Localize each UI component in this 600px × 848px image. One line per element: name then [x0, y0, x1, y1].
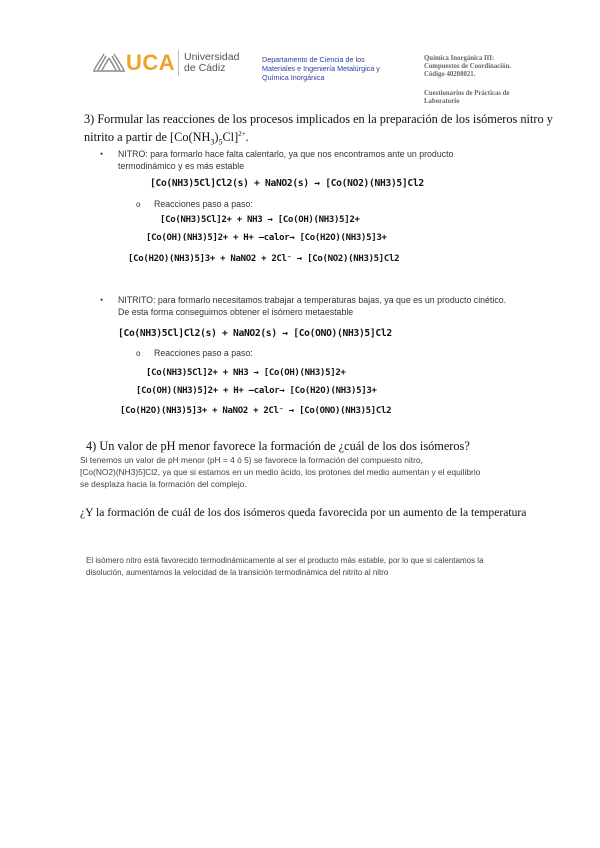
nitrito-bullet: • [100, 295, 104, 305]
nitro-step-3: [Co(H2O)(NH3)5]3+ + NaNO2 + 2Cl⁻ → [Co(NO2)(NH3)5]Cl2 [128, 254, 400, 264]
nitro-steps-label: Reacciones paso a paso: [154, 199, 253, 209]
logo-divider [178, 50, 179, 76]
nitrito-overall-equation: [Co(NH3)5Cl]Cl2(s) + NaNO2(s) → [Co(ONO)(NH3)5]Cl2 [118, 328, 392, 339]
nitrito-step-1: [Co(NH3)5Cl]2+ + NH3 → [Co(OH)(NH3)5]2+ [146, 368, 346, 378]
logo-university-name: Universidad de Cádiz [184, 51, 240, 74]
nitrito-steps-label: Reacciones paso a paso: [154, 348, 253, 358]
question-3-title: 3) Formular las reacciones de los procesos implicados en la preparación de los isómeros nitro y nitrito a partir de $[Co(NH_3)_5Cl]^{2+}$. [84, 112, 553, 147]
nitro-bullet: • [100, 149, 104, 159]
question-4-title: 4) Un valor de pH menor favorece la formación de ¿cuál de los dos isómeros? [86, 439, 470, 453]
nitro-explanation: NITRO: para formarlo hace falta calentarlo, ya que nos encontramos ante un producto termodinámico y es más estable [118, 149, 454, 171]
nitrito-explanation: NITRITO: para formarlo necesitamos trabajar a temperaturas bajas, ya que es un producto cinético. De esta forma conseguimos obtener el isómero metaestable [118, 295, 507, 317]
nitro-step-2: [Co(OH)(NH3)5]2+ + H+ —calor→ [Co(H2O)(NH3)5]3+ [146, 233, 387, 243]
nitrito-step-2: [Co(OH)(NH3)5]2+ + H+ —calor→ [Co(H2O)(NH3)5]3+ [136, 386, 377, 396]
nitrito-steps-marker: o [136, 349, 141, 358]
course-subtitle: Cuestionarios de Prácticas de Laboratorio [424, 90, 510, 105]
logo-emblem-icon [92, 48, 126, 74]
uca-logo [92, 44, 242, 80]
nitro-step-1: [Co(NH3)5Cl]2+ + NH3 → [Co(OH)(NH3)5]2+ [160, 215, 360, 225]
logo-uca-text: UCA [126, 50, 176, 75]
nitro-steps-marker: o [136, 200, 141, 209]
question-5-title: ¿Y la formación de cuál de los dos isómeros queda favorecida por un aumento de la temperatura [80, 506, 527, 519]
nitrito-step-3: [Co(H2O)(NH3)5]3+ + NaNO2 + 2Cl⁻ → [Co(ONO)(NH3)5]Cl2 [120, 406, 392, 416]
question-5-answer: El isómero nitro está favorecido termodinámicamente al ser el producto más estable, por lo que si calentamos la disolución, aumentamos la velocidad de la transición termodinámica del nitrito al nitro [86, 556, 484, 577]
nitro-overall-equation: [Co(NH3)5Cl]Cl2(s) + NaNO2(s) → [Co(NO2)(NH3)5]Cl2 [150, 178, 424, 189]
question-4-answer: Si tenemos un valor de pH menor (pH = 4 ó 5) se favorece la formación del compuesto nitro, [Co(NO2)(NH3)5]Cl2, ya que si estamos en un medio ácido, los protones del medio aumentan y el equilibrio se desplaza hacia la formación del complejo. [80, 455, 481, 489]
department-name: Departamento de Ciencia de los Materiales e Ingeniería Metalúrgica y Química Inorgánica [262, 55, 380, 82]
course-info: Química Inorgánica III: Compuestos de Coordinación. Código 40208021. [424, 55, 512, 78]
